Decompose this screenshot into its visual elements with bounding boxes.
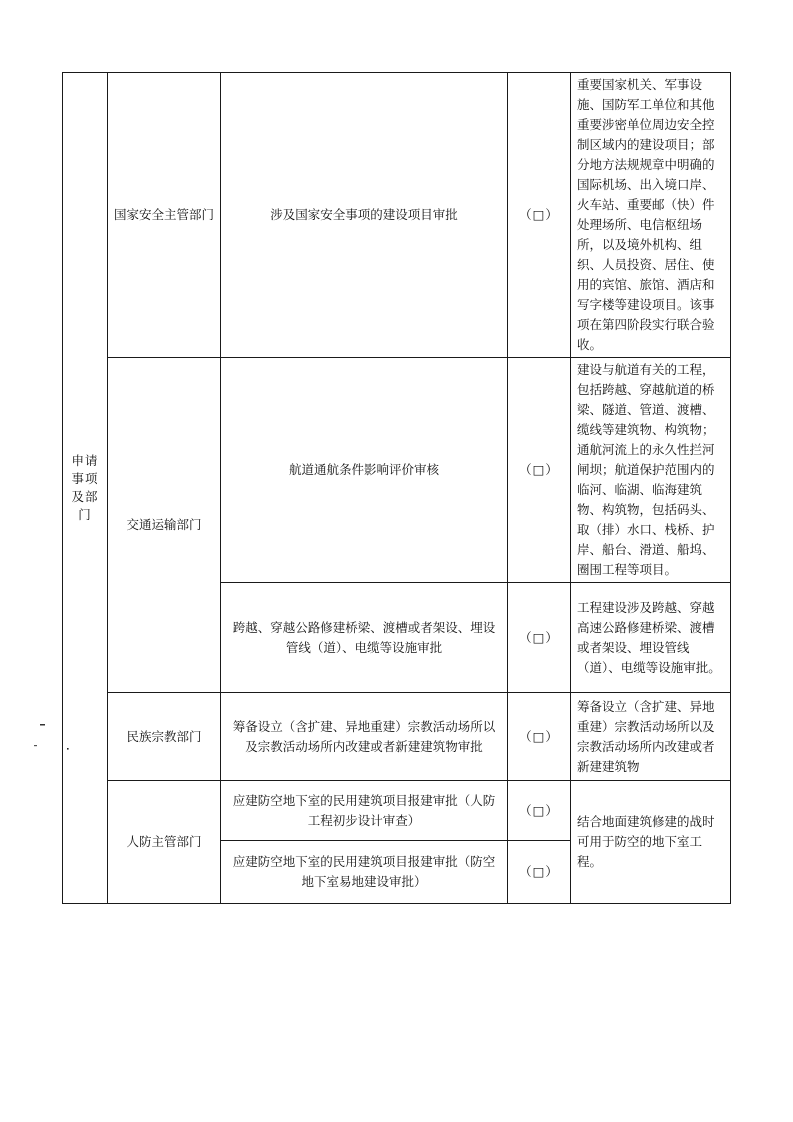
checkbox-mark[interactable]: （□） <box>519 629 559 645</box>
checkbox-mark[interactable]: （□） <box>519 462 559 477</box>
checkbox-mark[interactable]: （□） <box>519 207 559 222</box>
item-label: 筹备设立（含扩建、异地重建）宗教活动场所以及宗教活动场所内改建或者新建建筑物审批 <box>232 718 496 754</box>
department-label: 交通运输部门 <box>126 517 202 532</box>
item-label: 涉及国家安全事项的建设项目审批 <box>270 207 458 222</box>
checkbox-mark[interactable]: （□） <box>519 728 559 744</box>
note-text: 筹备设立（含扩建、异地重建）宗教活动场所以及宗教活动场所内改建或者新建建筑物 <box>577 698 715 774</box>
checkbox-mark[interactable]: （□） <box>519 802 559 818</box>
department-label: 民族宗教部门 <box>126 728 202 744</box>
note-text: 工程建设涉及跨越、穿越高速公路修建桥梁、渡槽或者架设、埋设管线（道）、电缆等设施审批。 <box>577 599 721 675</box>
note-text: 结合地面建筑修建的战时可用于防空的地下室工程。 <box>577 814 715 869</box>
item-label: 跨越、穿越公路修建桥梁、渡槽或者架设、埋设管线（道）、电缆等设施审批 <box>232 619 496 655</box>
category-label: 申请事项及部门 <box>71 452 99 522</box>
item-label: 应建防空地下室的民用建筑项目报建审批（人防工程初步设计审查） <box>232 792 496 828</box>
scan-speck <box>34 745 37 746</box>
item-label: 航道通航条件影响评价审核 <box>288 462 439 477</box>
scan-speck <box>40 724 45 726</box>
department-label: 国家安全主管部门 <box>113 207 214 222</box>
item-label: 应建防空地下室的民用建筑项目报建审批（防空地下室易地建设审批） <box>232 854 496 889</box>
note-text: 建设与航道有关的工程，包括跨越、穿越航道的桥梁、隧道、管道、渡槽、缆线等建筑物、构筑物；通航河流上的永久性拦河闸坝；航道保护范围内的临河、临湖、临海建筑物、构筑物，包括码头、取（排）水口、栈桥、护岸、船台、滑道、船坞、圈围工程等项目。 <box>577 362 715 577</box>
department-label: 人防主管部门 <box>126 834 202 849</box>
checkbox-mark[interactable]: （□） <box>519 864 559 879</box>
scan-speck <box>67 748 69 750</box>
note-text: 重要国家机关、军事设施、国防军工单位和其他重要涉密单位周边安全控制区域内的建设项目；部分地方法规规章中明确的国际机场、出入境口岸、火车站、重要邮（快）件处理场所、电信枢纽场所，以及境外机构、组织、人员投资、居住、使用的宾馆、旅馆、酒店和写字楼等建设项目。该事项在第四阶段实行联合验收。 <box>577 77 715 352</box>
